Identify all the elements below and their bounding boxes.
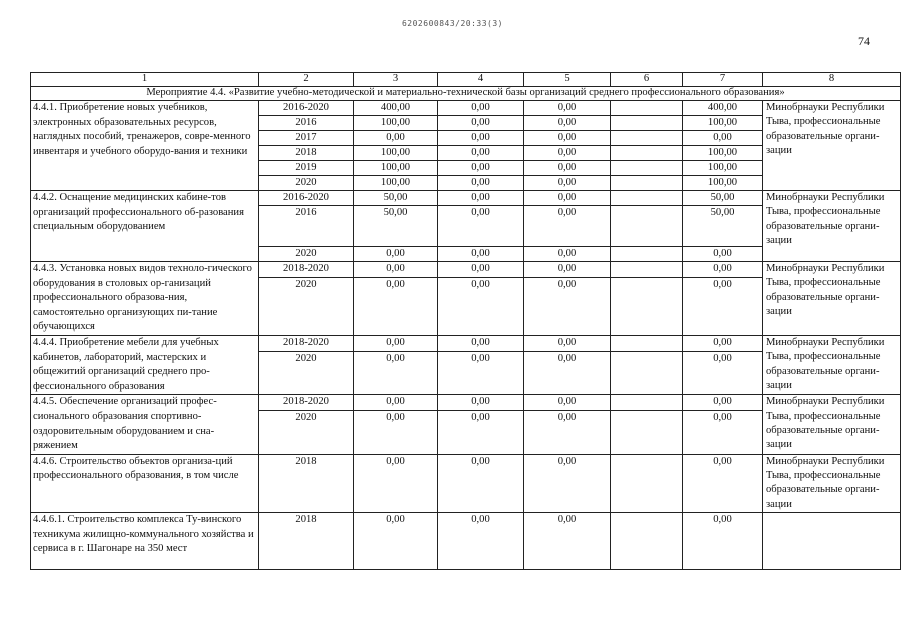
activity-description: 4.4.5. Обеспечение организаций профес-сионального образования спортивно-оздоровительным оборудованием и сна-ряжением — [31, 395, 259, 454]
amount-cell-c4: 0,00 — [438, 247, 524, 262]
amount-cell-c3: 0,00 — [354, 395, 438, 411]
column-number-row — [31, 73, 901, 87]
amount-cell-c6 — [611, 351, 683, 394]
year-cell: 2020 — [259, 247, 354, 262]
amount-cell-c3: 100,00 — [354, 116, 438, 131]
activity-description: 4.4.3. Установка новых видов техноло-гического оборудования в столовых ор-ганизаций профессионального образова-ния, самостоятельно организующих пи-тание обучающихся — [31, 262, 259, 336]
amount-cell-c6 — [611, 131, 683, 146]
year-cell: 2018-2020 — [259, 335, 354, 351]
amount-cell-c4: 0,00 — [438, 116, 524, 131]
amount-cell-c5: 0,00 — [524, 262, 611, 278]
amount-cell-c5: 0,00 — [524, 395, 611, 411]
amount-cell-c7: 0,00 — [683, 262, 763, 278]
year-cell: 2018 — [259, 512, 354, 569]
year-cell: 2016 — [259, 116, 354, 131]
section-title: Мероприятие 4.4. «Развитие учебно-методической и материально-технической базы организаций среднего профессионального образования» — [31, 87, 901, 101]
amount-cell-c7: 0,00 — [683, 351, 763, 394]
amount-cell-c5: 0,00 — [524, 101, 611, 116]
year-cell: 2018 — [259, 146, 354, 161]
amount-cell-c7: 0,00 — [683, 454, 763, 512]
year-cell: 2016-2020 — [259, 191, 354, 206]
page-number: 74 — [858, 34, 870, 48]
column-header: 4 — [438, 73, 524, 87]
amount-cell-c6 — [611, 454, 683, 512]
executor-cell: Минобрнауки Республики Тыва, профессиональные образовательные органи-зации — [763, 395, 901, 454]
amount-cell-c4: 0,00 — [438, 335, 524, 351]
activity-description: 4.4.6.1. Строительство комплекса Ту-винского техникума жилищно-коммунального хозяйства и сервиса в г. Шагонаре на 350 мест — [31, 512, 259, 569]
amount-cell-c7: 50,00 — [683, 206, 763, 247]
year-cell: 2017 — [259, 131, 354, 146]
amount-cell-c3: 100,00 — [354, 176, 438, 191]
amount-cell-c7: 100,00 — [683, 116, 763, 131]
amount-cell-c3: 0,00 — [354, 278, 438, 336]
amount-cell-c5: 0,00 — [524, 351, 611, 394]
amount-cell-c6 — [611, 146, 683, 161]
amount-cell-c4: 0,00 — [438, 278, 524, 336]
section-title-row — [31, 87, 901, 101]
executor-cell: Минобрнауки Республики Тыва, профессиональные образовательные органи-зации — [763, 101, 901, 191]
amount-cell-c7: 0,00 — [683, 395, 763, 411]
year-cell: 2018-2020 — [259, 395, 354, 411]
amount-cell-c4: 0,00 — [438, 206, 524, 247]
executor-cell: Минобрнауки Республики Тыва, профессиональные образовательные органи-зации — [763, 335, 901, 394]
amount-cell-c5: 0,00 — [524, 454, 611, 512]
year-cell: 2020 — [259, 176, 354, 191]
amount-cell-c6 — [611, 101, 683, 116]
activity-description: 4.4.6. Строительство объектов организа-ций профессионального образования, в том числе — [31, 454, 259, 512]
table-row — [31, 262, 901, 278]
amount-cell-c7: 0,00 — [683, 411, 763, 454]
amount-cell-c5: 0,00 — [524, 131, 611, 146]
amount-cell-c6 — [611, 206, 683, 247]
amount-cell-c3: 0,00 — [354, 131, 438, 146]
amount-cell-c4: 0,00 — [438, 161, 524, 176]
year-cell: 2018-2020 — [259, 262, 354, 278]
amount-cell-c6 — [611, 335, 683, 351]
amount-cell-c6 — [611, 512, 683, 569]
amount-cell-c7: 0,00 — [683, 247, 763, 262]
activity-description: 4.4.4. Приобретение мебели для учебных кабинетов, лабораторий, мастерских и общежитий организаций среднего про-фессионального образования — [31, 335, 259, 394]
column-header: 3 — [354, 73, 438, 87]
amount-cell-c3: 100,00 — [354, 161, 438, 176]
year-cell: 2018 — [259, 454, 354, 512]
amount-cell-c3: 400,00 — [354, 101, 438, 116]
table-row — [31, 101, 901, 116]
executor-cell: Минобрнауки Республики Тыва, профессиональные образовательные органи-зации — [763, 262, 901, 336]
amount-cell-c4: 0,00 — [438, 454, 524, 512]
amount-cell-c4: 0,00 — [438, 146, 524, 161]
column-header: 5 — [524, 73, 611, 87]
amount-cell-c7: 0,00 — [683, 512, 763, 569]
amount-cell-c6 — [611, 411, 683, 454]
activity-description: 4.4.1. Приобретение новых учебников, электронных образовательных ресурсов, наглядных пособий, тренажеров, совре-менного инвентаря и учебного оборудо-вания и техники — [31, 101, 259, 191]
activity-table — [30, 72, 901, 570]
amount-cell-c5: 0,00 — [524, 176, 611, 191]
amount-cell-c6 — [611, 191, 683, 206]
amount-cell-c7: 100,00 — [683, 176, 763, 191]
amount-cell-c6 — [611, 247, 683, 262]
amount-cell-c4: 0,00 — [438, 395, 524, 411]
executor-cell: Минобрнауки Республики Тыва, профессиональные образовательные органи-зации — [763, 454, 901, 512]
amount-cell-c5: 0,00 — [524, 335, 611, 351]
amount-cell-c5: 0,00 — [524, 247, 611, 262]
amount-cell-c3: 0,00 — [354, 247, 438, 262]
amount-cell-c4: 0,00 — [438, 262, 524, 278]
amount-cell-c7: 0,00 — [683, 335, 763, 351]
amount-cell-c7: 100,00 — [683, 146, 763, 161]
table-row — [31, 335, 901, 351]
amount-cell-c5: 0,00 — [524, 411, 611, 454]
executor-cell — [763, 512, 901, 569]
amount-cell-c5: 0,00 — [524, 278, 611, 336]
column-header: 1 — [31, 73, 259, 87]
amount-cell-c3: 0,00 — [354, 512, 438, 569]
document-id: 6202600843/20:33(3) — [401, 19, 503, 28]
amount-cell-c6 — [611, 176, 683, 191]
table-row — [31, 395, 901, 411]
column-header: 7 — [683, 73, 763, 87]
amount-cell-c3: 50,00 — [354, 191, 438, 206]
activity-description: 4.4.2. Оснащение медицинских кабине-тов организаций профессионального об-разования специальным оборудованием — [31, 191, 259, 262]
column-header: 2 — [259, 73, 354, 87]
table-row — [31, 512, 901, 569]
amount-cell-c3: 100,00 — [354, 146, 438, 161]
amount-cell-c3: 50,00 — [354, 206, 438, 247]
column-header: 6 — [611, 73, 683, 87]
amount-cell-c6 — [611, 161, 683, 176]
amount-cell-c3: 0,00 — [354, 411, 438, 454]
table-row — [31, 454, 901, 512]
amount-cell-c5: 0,00 — [524, 146, 611, 161]
amount-cell-c5: 0,00 — [524, 512, 611, 569]
amount-cell-c3: 0,00 — [354, 454, 438, 512]
year-cell: 2020 — [259, 351, 354, 394]
amount-cell-c5: 0,00 — [524, 116, 611, 131]
amount-cell-c4: 0,00 — [438, 176, 524, 191]
amount-cell-c7: 100,00 — [683, 161, 763, 176]
amount-cell-c7: 0,00 — [683, 131, 763, 146]
amount-cell-c6 — [611, 116, 683, 131]
amount-cell-c5: 0,00 — [524, 191, 611, 206]
year-cell: 2020 — [259, 278, 354, 336]
amount-cell-c4: 0,00 — [438, 512, 524, 569]
amount-cell-c6 — [611, 262, 683, 278]
amount-cell-c6 — [611, 278, 683, 336]
table-row — [31, 191, 901, 206]
amount-cell-c3: 0,00 — [354, 351, 438, 394]
executor-cell: Минобрнауки Республики Тыва, профессиональные образовательные органи-зации — [763, 191, 901, 262]
amount-cell-c4: 0,00 — [438, 131, 524, 146]
year-cell: 2016-2020 — [259, 101, 354, 116]
year-cell: 2019 — [259, 161, 354, 176]
amount-cell-c4: 0,00 — [438, 411, 524, 454]
column-header: 8 — [763, 73, 901, 87]
amount-cell-c4: 0,00 — [438, 351, 524, 394]
amount-cell-c7: 400,00 — [683, 101, 763, 116]
year-cell: 2020 — [259, 411, 354, 454]
amount-cell-c5: 0,00 — [524, 206, 611, 247]
amount-cell-c7: 0,00 — [683, 278, 763, 336]
amount-cell-c6 — [611, 395, 683, 411]
amount-cell-c4: 0,00 — [438, 191, 524, 206]
amount-cell-c3: 0,00 — [354, 262, 438, 278]
amount-cell-c5: 0,00 — [524, 161, 611, 176]
amount-cell-c3: 0,00 — [354, 335, 438, 351]
amount-cell-c7: 50,00 — [683, 191, 763, 206]
amount-cell-c4: 0,00 — [438, 101, 524, 116]
year-cell: 2016 — [259, 206, 354, 247]
